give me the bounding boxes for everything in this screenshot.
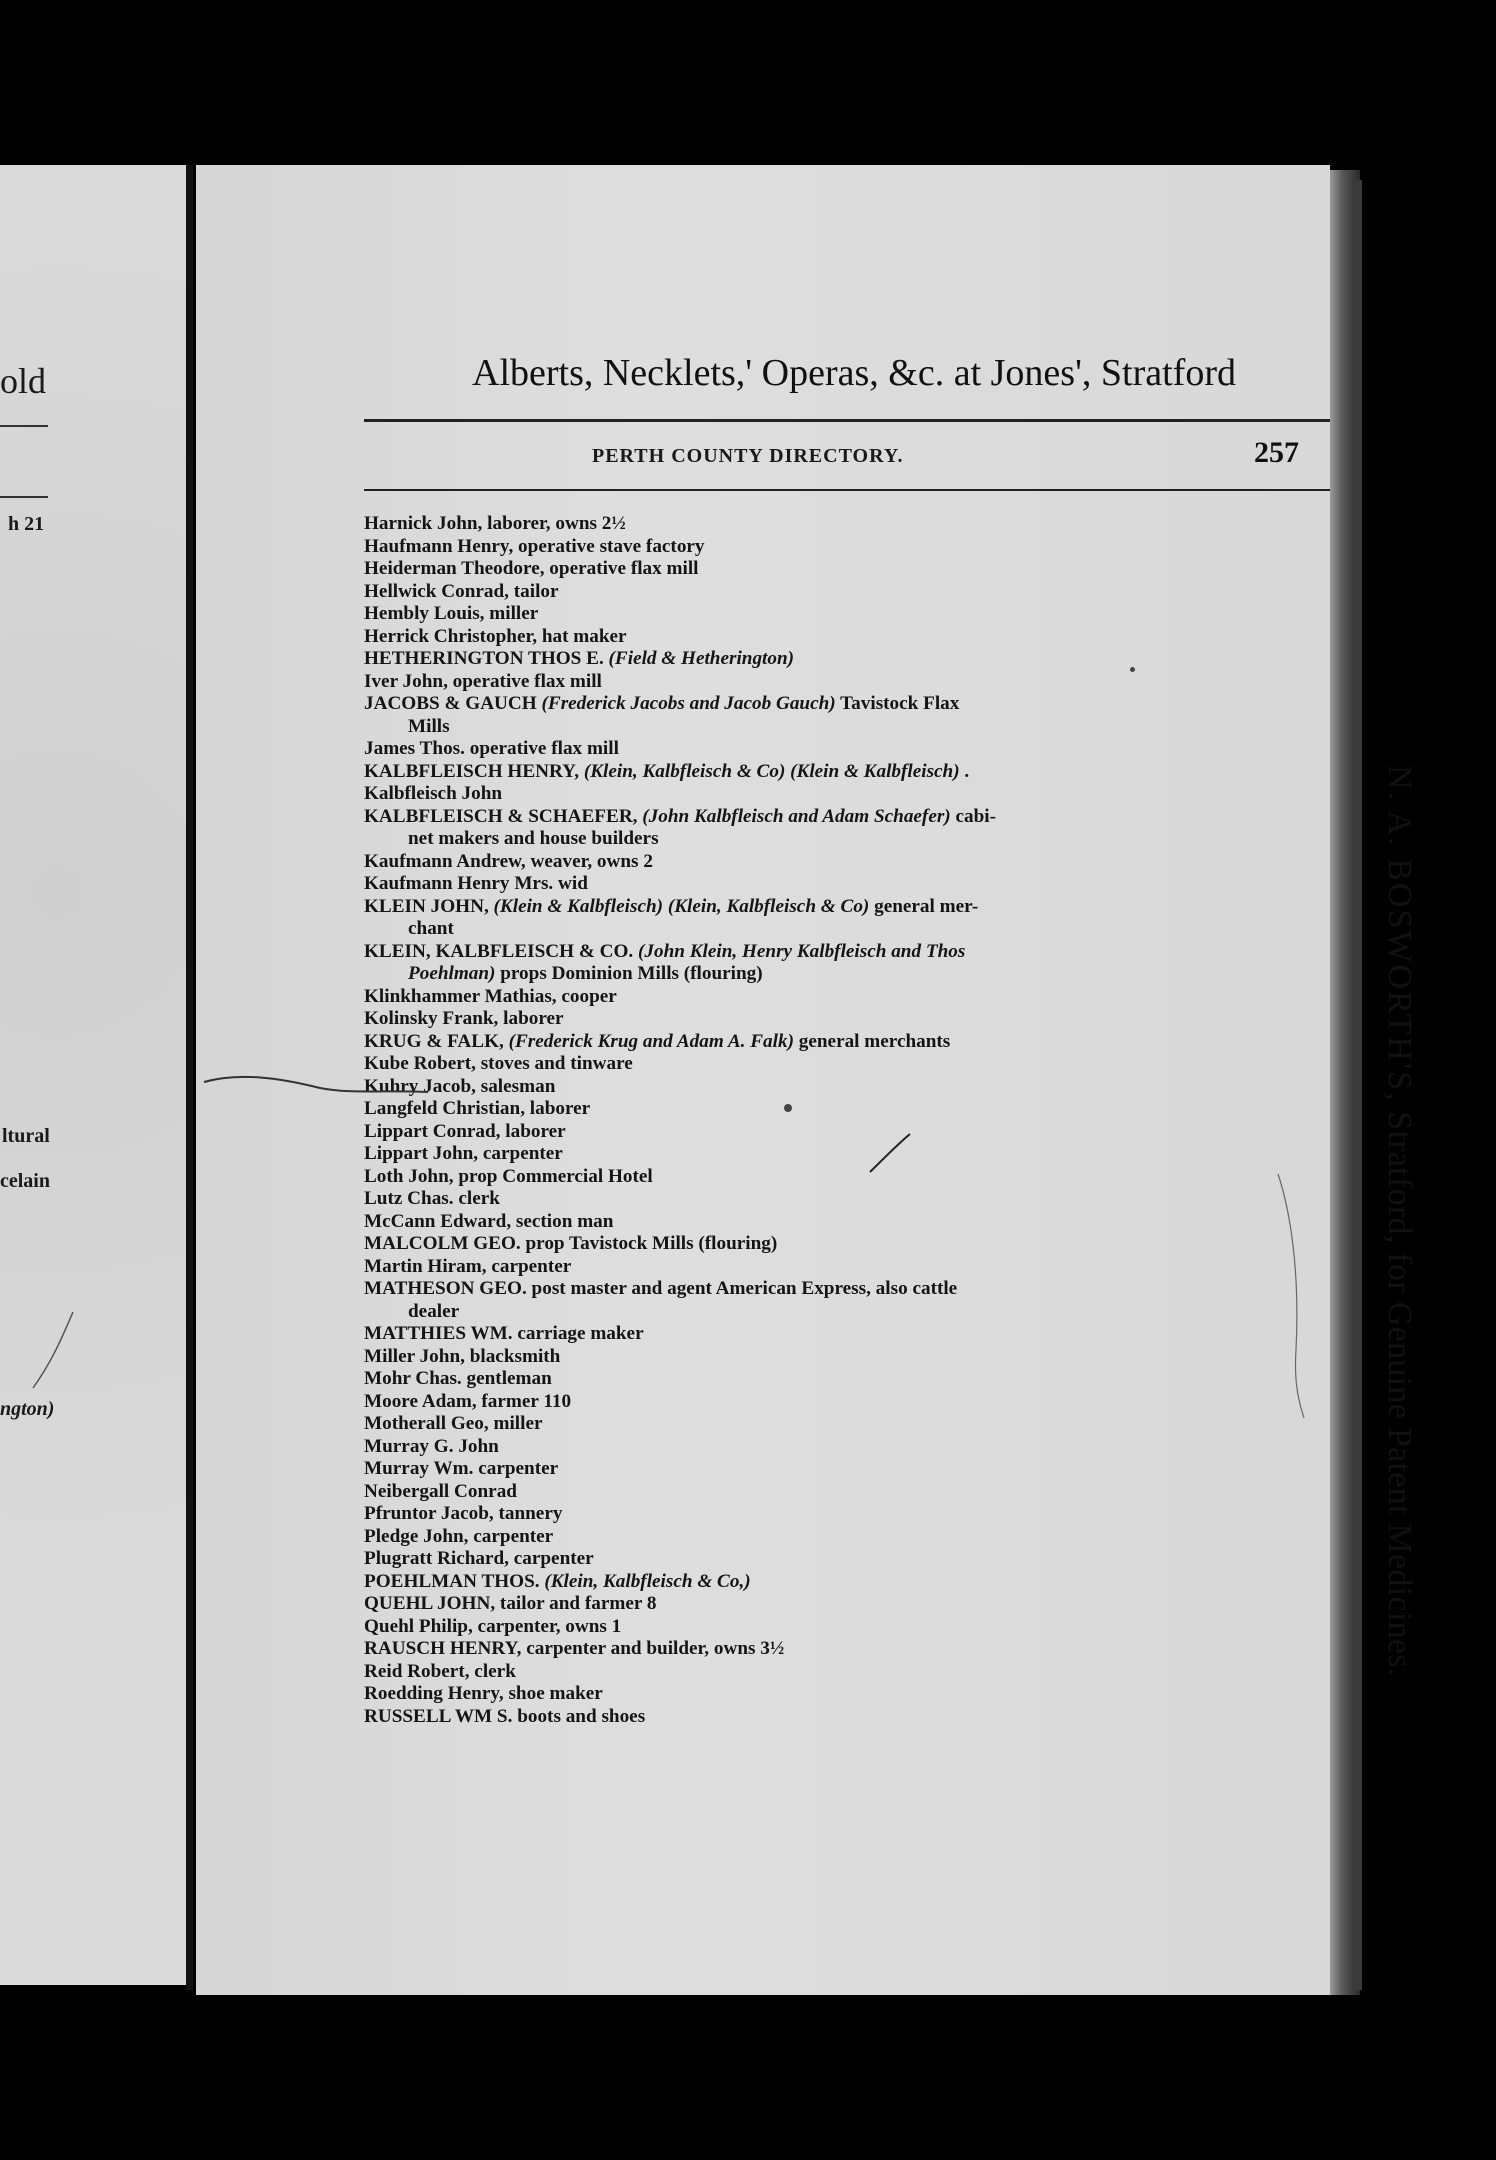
entry-text: Herrick Christopher, hat maker: [364, 625, 627, 647]
directory-entry: [364, 716, 1354, 739]
directory-entry: [364, 1706, 1354, 1729]
directory-entry: [364, 648, 1354, 671]
directory-entry: [364, 1323, 1354, 1346]
entry-text-after: Tavistock Flax: [835, 693, 960, 714]
entry-text: KRUG & FALK,: [364, 1030, 509, 1052]
entry-text: James Thos. operative flax mill: [364, 738, 619, 759]
entry-text: Lutz Chas. clerk: [364, 1188, 500, 1209]
directory-entry: [364, 896, 1354, 919]
entry-firm-partners: Poehlman): [408, 963, 496, 984]
page-number: 257: [1254, 436, 1299, 469]
previous-page-rule: [0, 425, 48, 427]
entry-text: Motherall Geo, miller: [364, 1413, 543, 1434]
entry-text: Plugratt Richard, carpenter: [364, 1548, 594, 1569]
ink-speck: [784, 1104, 792, 1112]
entry-text: Moore Adam, farmer 110: [364, 1390, 572, 1412]
directory-entry: [364, 918, 1354, 941]
directory-entry: [364, 1346, 1354, 1369]
directory-entry: [364, 1256, 1354, 1279]
entry-text: Miller John, blacksmith: [364, 1345, 561, 1367]
directory-entry: [364, 828, 1354, 851]
entry-text: Mills: [408, 715, 450, 737]
directory-entry: [364, 1166, 1354, 1189]
entry-text: Mohr Chas. gentleman: [364, 1368, 552, 1389]
entry-text: JACOBS & GAUCH: [364, 693, 542, 714]
directory-entry: [364, 558, 1354, 581]
directory-entry: [364, 603, 1354, 626]
side-advert: [1374, 765, 1418, 1815]
entry-firm-partners: (Field & Hetherington): [608, 648, 795, 669]
directory-entry: [364, 1503, 1354, 1526]
entry-text-after: props Dominion Mills (flouring): [495, 963, 763, 984]
header-advert: Alberts, Necklets,' Operas, &c. at Jones', Stratford: [472, 352, 1236, 394]
directory-entry: [364, 1211, 1354, 1234]
directory-entry: [364, 1548, 1354, 1571]
entry-text: RUSSELL WM S. boots and shoes: [364, 1705, 646, 1727]
entry-text: KLEIN, KALBFLEISCH & CO.: [364, 940, 639, 962]
directory-entry: [364, 941, 1354, 964]
directory-entry: [364, 986, 1354, 1009]
previous-page-rule: [0, 496, 48, 498]
pen-mark: [200, 1060, 430, 1100]
entry-text: Heiderman Theodore, operative flax mill: [364, 558, 699, 579]
directory-entry: [364, 1481, 1354, 1504]
previous-page-fragment: h 21: [8, 513, 45, 535]
entry-text-after: .: [959, 760, 970, 782]
directory-entry: [364, 1413, 1354, 1436]
entry-firm-partners: (Klein & Kalbfleisch) (Klein, Kalbfleisch & Co): [493, 895, 870, 917]
directory-entry: [364, 963, 1354, 986]
previous-page-fragment: ngton): [0, 1398, 55, 1420]
entry-text: MATHESON GEO. post master and agent American Express, also cattle: [364, 1278, 958, 1299]
pen-mark: [1270, 1170, 1310, 1420]
entry-text: Reid Robert, clerk: [364, 1660, 516, 1682]
side-advert-text: Stratford, for Genuine Patent Medicines.: [1381, 1102, 1418, 1677]
entry-text-after: general merchants: [793, 1030, 951, 1052]
gutter-line: [186, 165, 193, 1990]
directory-entry: [364, 581, 1354, 604]
entry-text: net makers and house builders: [408, 828, 659, 849]
directory-entry: [364, 1121, 1354, 1144]
entry-text: Lippart Conrad, laborer: [364, 1120, 566, 1142]
directory-entry: [364, 1008, 1354, 1031]
directory-entry: [364, 1076, 1354, 1099]
directory-entry: [364, 1616, 1354, 1639]
entry-text: POEHLMAN THOS.: [364, 1570, 545, 1592]
entry-text: MATTHIES WM. carriage maker: [364, 1323, 644, 1344]
entry-firm-partners: (John Kalbfleisch and Adam Schaefer): [642, 805, 951, 827]
entry-text: Harnick John, laborer, owns 2½: [364, 513, 626, 534]
entry-firm-partners: (Frederick Krug and Adam A. Falk): [508, 1030, 794, 1052]
directory-entry: [364, 851, 1354, 874]
entry-text: Martin Hiram, carpenter: [364, 1255, 572, 1277]
directory-entry: [364, 513, 1354, 536]
entry-firm-partners: (Klein, Kalbfleisch & Co,): [544, 1570, 751, 1592]
entry-text: Kalbfleisch John: [364, 783, 503, 804]
entry-text: Kolinsky Frank, laborer: [364, 1008, 564, 1029]
directory-entry: [364, 1233, 1354, 1256]
entry-text: chant: [408, 918, 454, 939]
directory-entry: [364, 671, 1354, 694]
directory-entry: [364, 1436, 1354, 1459]
entry-text: Kaufmann Henry Mrs. wid: [364, 873, 588, 894]
entry-text: Langfeld Christian, laborer: [364, 1098, 591, 1119]
entry-text: Kuhry Jacob, salesman: [364, 1075, 556, 1097]
entry-text-after: cabi-: [950, 805, 997, 827]
directory-entry: [364, 738, 1354, 761]
entry-text: Hellwick Conrad, tailor: [364, 580, 559, 602]
entry-text: Quehl Philip, carpenter, owns 1: [364, 1615, 622, 1637]
header-rule: [364, 489, 1336, 491]
entry-text: McCann Edward, section man: [364, 1210, 614, 1232]
directory-entry: [364, 536, 1354, 559]
directory-entry: [364, 1143, 1354, 1166]
directory-listing: [364, 513, 1354, 1728]
entry-text-after: general mer-: [869, 895, 979, 917]
entry-firm-partners: (Klein, Kalbfleisch & Co) (Klein & Kalbfleisch): [583, 760, 960, 782]
ink-speck: [1130, 667, 1135, 672]
entry-text: MALCOLM GEO. prop Tavistock Mills (flouring): [364, 1233, 778, 1254]
entry-text: Klinkhammer Mathias, cooper: [364, 985, 617, 1007]
directory-entry: [364, 1053, 1354, 1076]
side-advert-name: N. A. BOSWORTH'S,: [1381, 765, 1418, 1103]
entry-firm-partners: (Frederick Jacobs and Jacob Gauch): [541, 693, 836, 714]
directory-entry: [364, 1571, 1354, 1594]
entry-text: Hembly Louis, miller: [364, 603, 539, 624]
previous-page-fragment: celain: [0, 1170, 50, 1192]
directory-entry: [364, 693, 1354, 716]
directory-entry: [364, 873, 1354, 896]
directory-entry: [364, 1683, 1354, 1706]
directory-entry: [364, 1526, 1354, 1549]
previous-page-fragment: ltural: [2, 1125, 50, 1147]
entry-text: Murray Wm. carpenter: [364, 1458, 559, 1479]
directory-entry: [364, 783, 1354, 806]
entry-text: Kaufmann Andrew, weaver, owns 2: [364, 850, 653, 872]
entry-firm-partners: (John Klein, Henry Kalbfleisch and Thos: [638, 940, 966, 962]
entry-text: Neibergall Conrad: [364, 1480, 517, 1502]
directory-entry: [364, 1593, 1354, 1616]
entry-text: Haufmann Henry, operative stave factory: [364, 535, 705, 557]
directory-entry: [364, 1368, 1354, 1391]
entry-text: RAUSCH HENRY, carpenter and builder, owns 3½: [364, 1638, 785, 1659]
directory-entry: [364, 626, 1354, 649]
header-rule: [364, 419, 1336, 422]
entry-text: QUEHL JOHN, tailor and farmer 8: [364, 1593, 657, 1614]
directory-entry: [364, 806, 1354, 829]
entry-text: Loth John, prop Commercial Hotel: [364, 1165, 653, 1187]
entry-text: Kube Robert, stoves and tinware: [364, 1053, 633, 1074]
page-edge: [1352, 180, 1362, 1990]
pen-mark: [866, 1130, 916, 1175]
entry-text: KALBFLEISCH HENRY,: [364, 760, 584, 782]
pen-mark: [28, 1310, 78, 1390]
entry-text: Roedding Henry, shoe maker: [364, 1683, 603, 1704]
directory-entry: [364, 1098, 1354, 1121]
previous-page-strip: [0, 165, 190, 1985]
previous-page-fragment: old: [0, 361, 47, 401]
entry-text: dealer: [408, 1300, 460, 1322]
directory-entry: [364, 1188, 1354, 1211]
entry-text: KALBFLEISCH & SCHAEFER,: [364, 805, 643, 827]
entry-text: KLEIN JOHN,: [364, 895, 494, 917]
entry-text: Iver John, operative flax mill: [364, 670, 602, 692]
entry-text: Murray G. John: [364, 1435, 499, 1457]
directory-entry: [364, 1661, 1354, 1684]
directory-entry: [364, 1391, 1354, 1414]
entry-text: Pfruntor Jacob, tannery: [364, 1503, 563, 1524]
entry-text: Lippart John, carpenter: [364, 1143, 563, 1164]
directory-entry: [364, 761, 1354, 784]
directory-entry: [364, 1278, 1354, 1301]
entry-text: HETHERINGTON THOS E.: [364, 648, 609, 669]
entry-text: Pledge John, carpenter: [364, 1525, 554, 1547]
directory-entry: [364, 1458, 1354, 1481]
running-title: PERTH COUNTY DIRECTORY.: [592, 445, 904, 467]
directory-entry: [364, 1638, 1354, 1661]
directory-entry: [364, 1031, 1354, 1054]
directory-entry: [364, 1301, 1354, 1324]
